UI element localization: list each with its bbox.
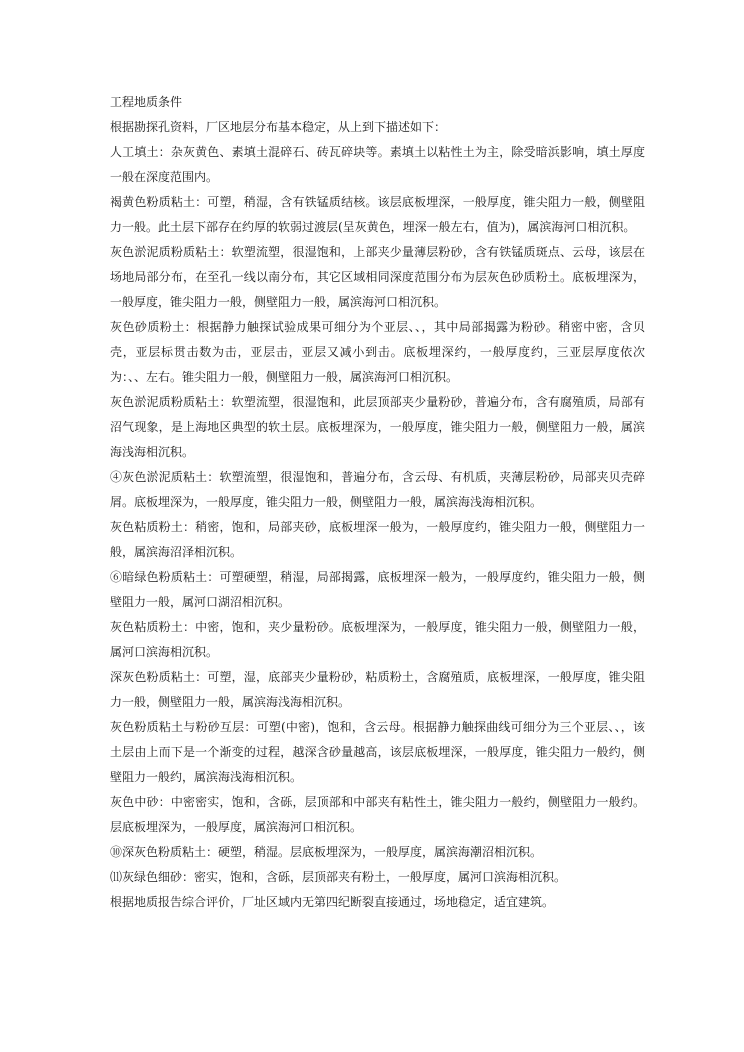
layer-6-paragraph: ⑥暗绿色粉质粘土：可塑硬塑，稍湿，局部揭露，底板埋深一般为，一般厚度约，锥尖阻力一般，侧壁阻力一般，属河口湖沼相沉积。: [110, 570, 645, 609]
layer-4-paragraph: ④灰色淤泥质粘土：软塑流塑，很湿饱和，普遍分布，含云母、有机质，夹薄层粉砂，局部夹贝壳碎屑。底板埋深为，一般厚度，锥尖阻力一般，侧壁阻力一般，属滨海浅海相沉积。: [110, 470, 645, 509]
layer-fill-paragraph: 人工填土：杂灰黄色、素填土混碎石、砖瓦碎块等。素填土以粘性土为主，除受暗浜影响，填土厚度一般在深度范围内。: [110, 145, 645, 184]
layer-grey-sandy-silt-paragraph: 灰色砂质粉土：根据静力触探试验成果可细分为个亚层、、，其中局部揭露为粉砂。稍密中密，含贝壳，亚层标贯击数为击，亚层击，亚层又减小到击。底板埋深约，一般厚度约，三亚层厚度依次为：、、左右。锥尖阻力一般，侧壁阻力一般，属滨海河口相沉积。: [110, 320, 645, 384]
intro-paragraph: 根据勘探孔资料，厂区地层分布基本稳定，从上到下描述如下：: [110, 120, 447, 134]
layer-brown-clay-paragraph: 褐黄色粉质粘土：可塑，稍湿，含有铁锰质结核。该层底板埋深，一般厚度，锥尖阻力一般，侧壁阻力一般。此土层下部存在约厚的软弱过渡层(呈灰黄色，埋深一般左右，值为)，属滨海河口相沉积。: [110, 195, 645, 234]
layer-grey-clayey-silt-paragraph: 灰色粘质粉土：稍密，饱和，局部夹砂，底板埋深一般为，一般厚度约，锥尖阻力一般，侧壁阻力一般，属滨海沼泽相沉积。: [110, 520, 645, 559]
layer-grey-silty-clay-paragraph: 灰色淤泥质粉质粘土：软塑流塑，很湿饱和，上部夹少量薄层粉砂，含有铁锰质斑点、云母，该层在场地局部分布，在至孔一线以南分布，其它区域相同深度范围分布为层灰色砂质粉土。底板埋深为，一般厚度，锥尖阻力一般，侧壁阻力一般，属滨海河口相沉积。: [110, 245, 645, 309]
layer-grey-clayey-silt-2-paragraph: 灰色粘质粉土：中密，饱和，夹少量粉砂。底板埋深为，一般厚度，锥尖阻力一般，侧壁阻力一般，属河口滨海相沉积。: [110, 620, 645, 659]
layer-11-paragraph: ⑾灰绿色细砂：密实，饱和，含砾，层顶部夹有粉土，一般厚度，属河口滨海相沉积。: [110, 870, 567, 884]
layer-grey-mucky-clay-paragraph: 灰色淤泥质粉质粘土：软塑流塑，很湿饱和，此层顶部夹少量粉砂，普遍分布，含有腐殖质，局部有沼气现象，是上海地区典型的软土层。底板埋深为，一般厚度，锥尖阻力一般，侧壁阻力一般，属滨海浅海相沉积。: [110, 395, 645, 459]
layer-interbedded-paragraph: 灰色粉质粘土与粉砂互层：可塑(中密)，饱和，含云母。根据静力触探曲线可细分为三个亚层、、，该土层由上而下是一个渐变的过程，越深含砂量越高，该层底板埋深，一般厚度，锥尖阻力一般约，侧壁阻力一般约，属滨海浅海相沉积。: [110, 720, 645, 784]
document-title: 工程地质条件: [110, 95, 183, 109]
conclusion-paragraph: 根据地质报告综合评价，厂址区域内无第四纪断裂直接通过，场地稳定，适宜建筑。: [110, 895, 555, 909]
layer-medium-sand-paragraph: 灰色中砂：中密密实，饱和，含砾，层顶部和中部夹有粘性土，锥尖阻力一般约，侧壁阻力一般约。层底板埋深为，一般厚度，属滨海河口相沉积。: [110, 795, 645, 834]
layer-dark-grey-clay-paragraph: 深灰色粉质粘土：可塑，湿，底部夹少量粉砂，粘质粉土，含腐殖质，底板埋深，一般厚度，锥尖阻力一般，侧壁阻力一般，属滨海浅海相沉积。: [110, 670, 645, 709]
document-page: [110, 90, 645, 915]
layer-10-paragraph: ⑩深灰色粉质粘土：硬塑，稍湿。层底板埋深为，一般厚度，属滨海潮沼相沉积。: [110, 845, 543, 859]
